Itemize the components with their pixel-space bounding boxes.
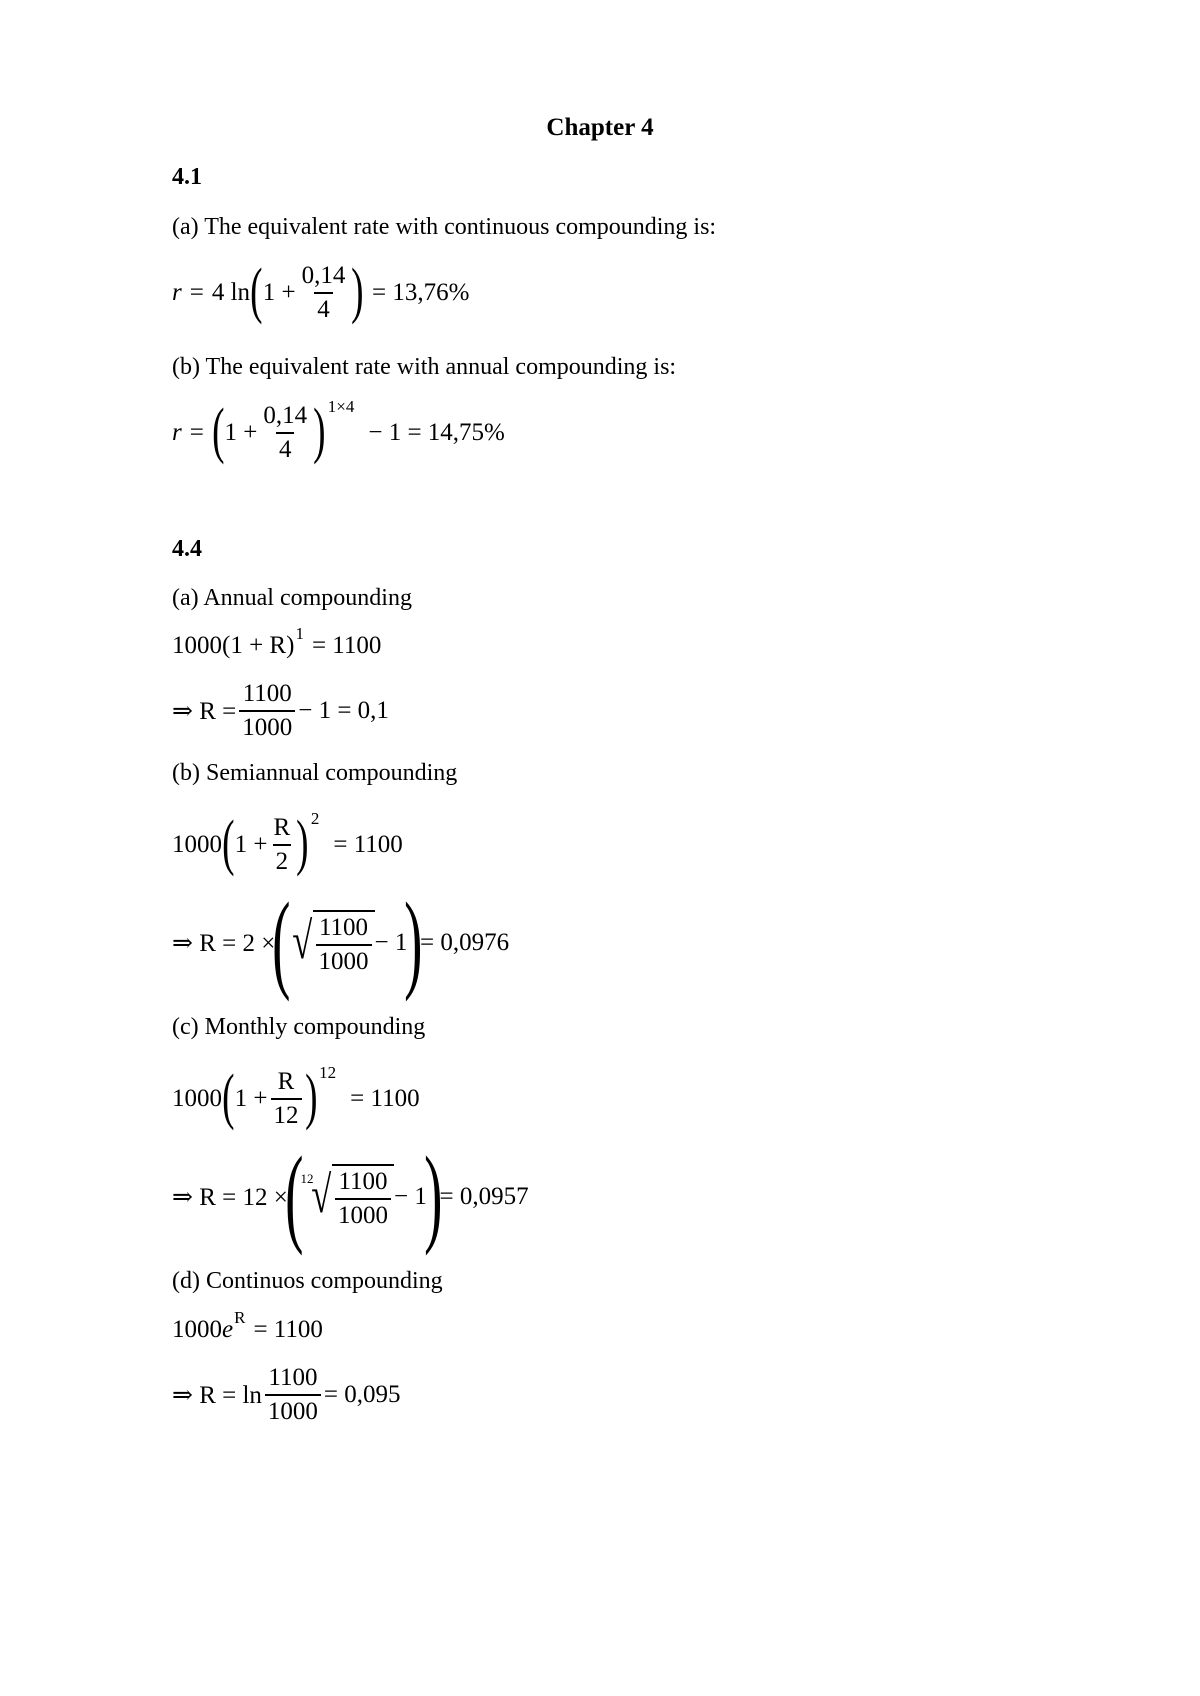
eq-right: = 1100 bbox=[253, 1316, 323, 1343]
eq-sign: = bbox=[189, 419, 204, 446]
fraction bbox=[260, 402, 310, 464]
eq-result: − 1 = 14,75% bbox=[368, 419, 505, 446]
twelfth-root bbox=[307, 1164, 394, 1230]
eq-pre: 1000 bbox=[172, 1316, 222, 1343]
right-paren: ) bbox=[296, 809, 309, 877]
eq-minus: − 1 bbox=[394, 1183, 427, 1210]
eq-sign: = bbox=[189, 279, 204, 306]
text-4-4-d: (d) Continuos compounding bbox=[172, 1268, 443, 1294]
denominator: 1000 bbox=[316, 944, 372, 976]
right-paren: ) bbox=[351, 257, 364, 325]
fraction bbox=[299, 262, 349, 324]
denominator: 4 bbox=[314, 292, 333, 324]
text-4-1-b: (b) The equivalent rate with annual compounding is: bbox=[172, 354, 677, 380]
eq-minus: − 1 bbox=[374, 929, 408, 956]
fraction bbox=[316, 914, 372, 976]
eq-coef: 4 ln bbox=[211, 279, 251, 306]
eq-result: = 13,76% bbox=[371, 279, 470, 306]
numerator: 0,14 bbox=[263, 402, 308, 429]
equation-4-4-c-2 bbox=[172, 1134, 529, 1256]
numerator: 0,14 bbox=[301, 262, 346, 289]
right-paren: ) bbox=[304, 1063, 318, 1131]
numerator: 1100 bbox=[318, 914, 369, 941]
eq-pre: ⇒ R = 2 × bbox=[172, 930, 276, 957]
eq-pre: ⇒ R = ln bbox=[172, 1382, 262, 1409]
eq-pre: ⇒ R = bbox=[172, 698, 237, 725]
numerator: 1100 bbox=[242, 680, 292, 707]
equation-4-1-b bbox=[172, 397, 505, 465]
equation-4-4-b-1 bbox=[172, 809, 403, 877]
radicand bbox=[332, 1164, 394, 1230]
exponent: 12 bbox=[319, 1063, 337, 1082]
text-4-4-a: (a) Annual compounding bbox=[172, 585, 412, 611]
right-paren: ) bbox=[404, 880, 423, 1002]
equation-4-4-b-2 bbox=[172, 880, 510, 1002]
eq-right: = 1100 bbox=[333, 831, 403, 858]
equation-4-4-c-1 bbox=[172, 1063, 420, 1131]
radical-sign: √ bbox=[311, 1167, 332, 1224]
right-paren: ) bbox=[424, 1134, 443, 1256]
text-4-1-a: (a) The equivalent rate with continuous compounding is: bbox=[172, 214, 717, 240]
eq-result: = 0,095 bbox=[323, 1381, 401, 1408]
left-paren: ( bbox=[284, 1134, 304, 1256]
eq-one: 1 + bbox=[234, 1085, 268, 1112]
exponent: 1 bbox=[295, 624, 304, 643]
chapter-title: Chapter 4 bbox=[546, 114, 654, 141]
eq-lhs: r bbox=[172, 419, 182, 446]
equation-4-1-a bbox=[172, 257, 470, 325]
fraction bbox=[239, 680, 295, 742]
euler-e: e bbox=[222, 1316, 234, 1343]
left-paren: ( bbox=[211, 397, 225, 465]
numerator: R bbox=[277, 1068, 295, 1095]
equation-4-4-d-1 bbox=[172, 1308, 323, 1344]
text-4-4-b: (b) Semiannual compounding bbox=[172, 760, 458, 786]
eq-lhs: r bbox=[172, 279, 182, 306]
exponent: 2 bbox=[310, 809, 320, 828]
left-paren: ( bbox=[222, 1063, 235, 1131]
denominator: 2 bbox=[273, 844, 292, 876]
left-paren: ( bbox=[250, 257, 263, 325]
eq-pre: 1000 bbox=[172, 831, 222, 858]
equation-4-4-a-1 bbox=[172, 624, 382, 660]
exponent: 1×4 bbox=[327, 397, 355, 416]
left-paren: ( bbox=[272, 880, 291, 1002]
eq-left: 1000(1 + R) bbox=[172, 632, 295, 659]
denominator: 1000 bbox=[239, 710, 295, 742]
equation-4-4-a-2 bbox=[172, 680, 389, 742]
numerator: 1100 bbox=[268, 1364, 318, 1391]
fraction bbox=[271, 1068, 302, 1130]
eq-post: − 1 = 0,1 bbox=[298, 697, 389, 724]
section-heading-4-1: 4.1 bbox=[172, 164, 202, 190]
eq-right: = 1100 bbox=[311, 632, 382, 659]
eq-one: 1 + bbox=[262, 279, 296, 306]
denominator: 12 bbox=[271, 1098, 302, 1130]
fraction bbox=[265, 1364, 321, 1426]
numerator: R bbox=[273, 814, 291, 841]
left-paren: ( bbox=[222, 809, 235, 877]
denominator: 4 bbox=[276, 432, 295, 464]
radicand bbox=[313, 910, 375, 976]
eq-result: = 0,0957 bbox=[439, 1183, 529, 1210]
eq-pre: ⇒ R = 12 × bbox=[172, 1184, 288, 1211]
radical-sign: √ bbox=[292, 913, 313, 970]
eq-one: 1 + bbox=[234, 831, 268, 858]
denominator: 1000 bbox=[265, 1394, 321, 1426]
numerator: 1100 bbox=[338, 1168, 388, 1195]
fraction bbox=[335, 1168, 391, 1230]
root-index: 12 bbox=[300, 1171, 314, 1186]
right-paren: ) bbox=[313, 397, 326, 465]
exponent: R bbox=[234, 1308, 246, 1327]
square-root bbox=[288, 910, 375, 976]
eq-one: 1 + bbox=[224, 419, 258, 446]
section-heading-4-4: 4.4 bbox=[172, 536, 202, 562]
eq-result: = 0,0976 bbox=[420, 929, 510, 956]
eq-right: = 1100 bbox=[350, 1085, 420, 1112]
text-4-4-c: (c) Monthly compounding bbox=[172, 1014, 426, 1040]
fraction bbox=[271, 814, 294, 876]
denominator: 1000 bbox=[335, 1198, 391, 1230]
eq-pre: 1000 bbox=[172, 1085, 222, 1112]
equation-4-4-d-2 bbox=[172, 1364, 401, 1426]
